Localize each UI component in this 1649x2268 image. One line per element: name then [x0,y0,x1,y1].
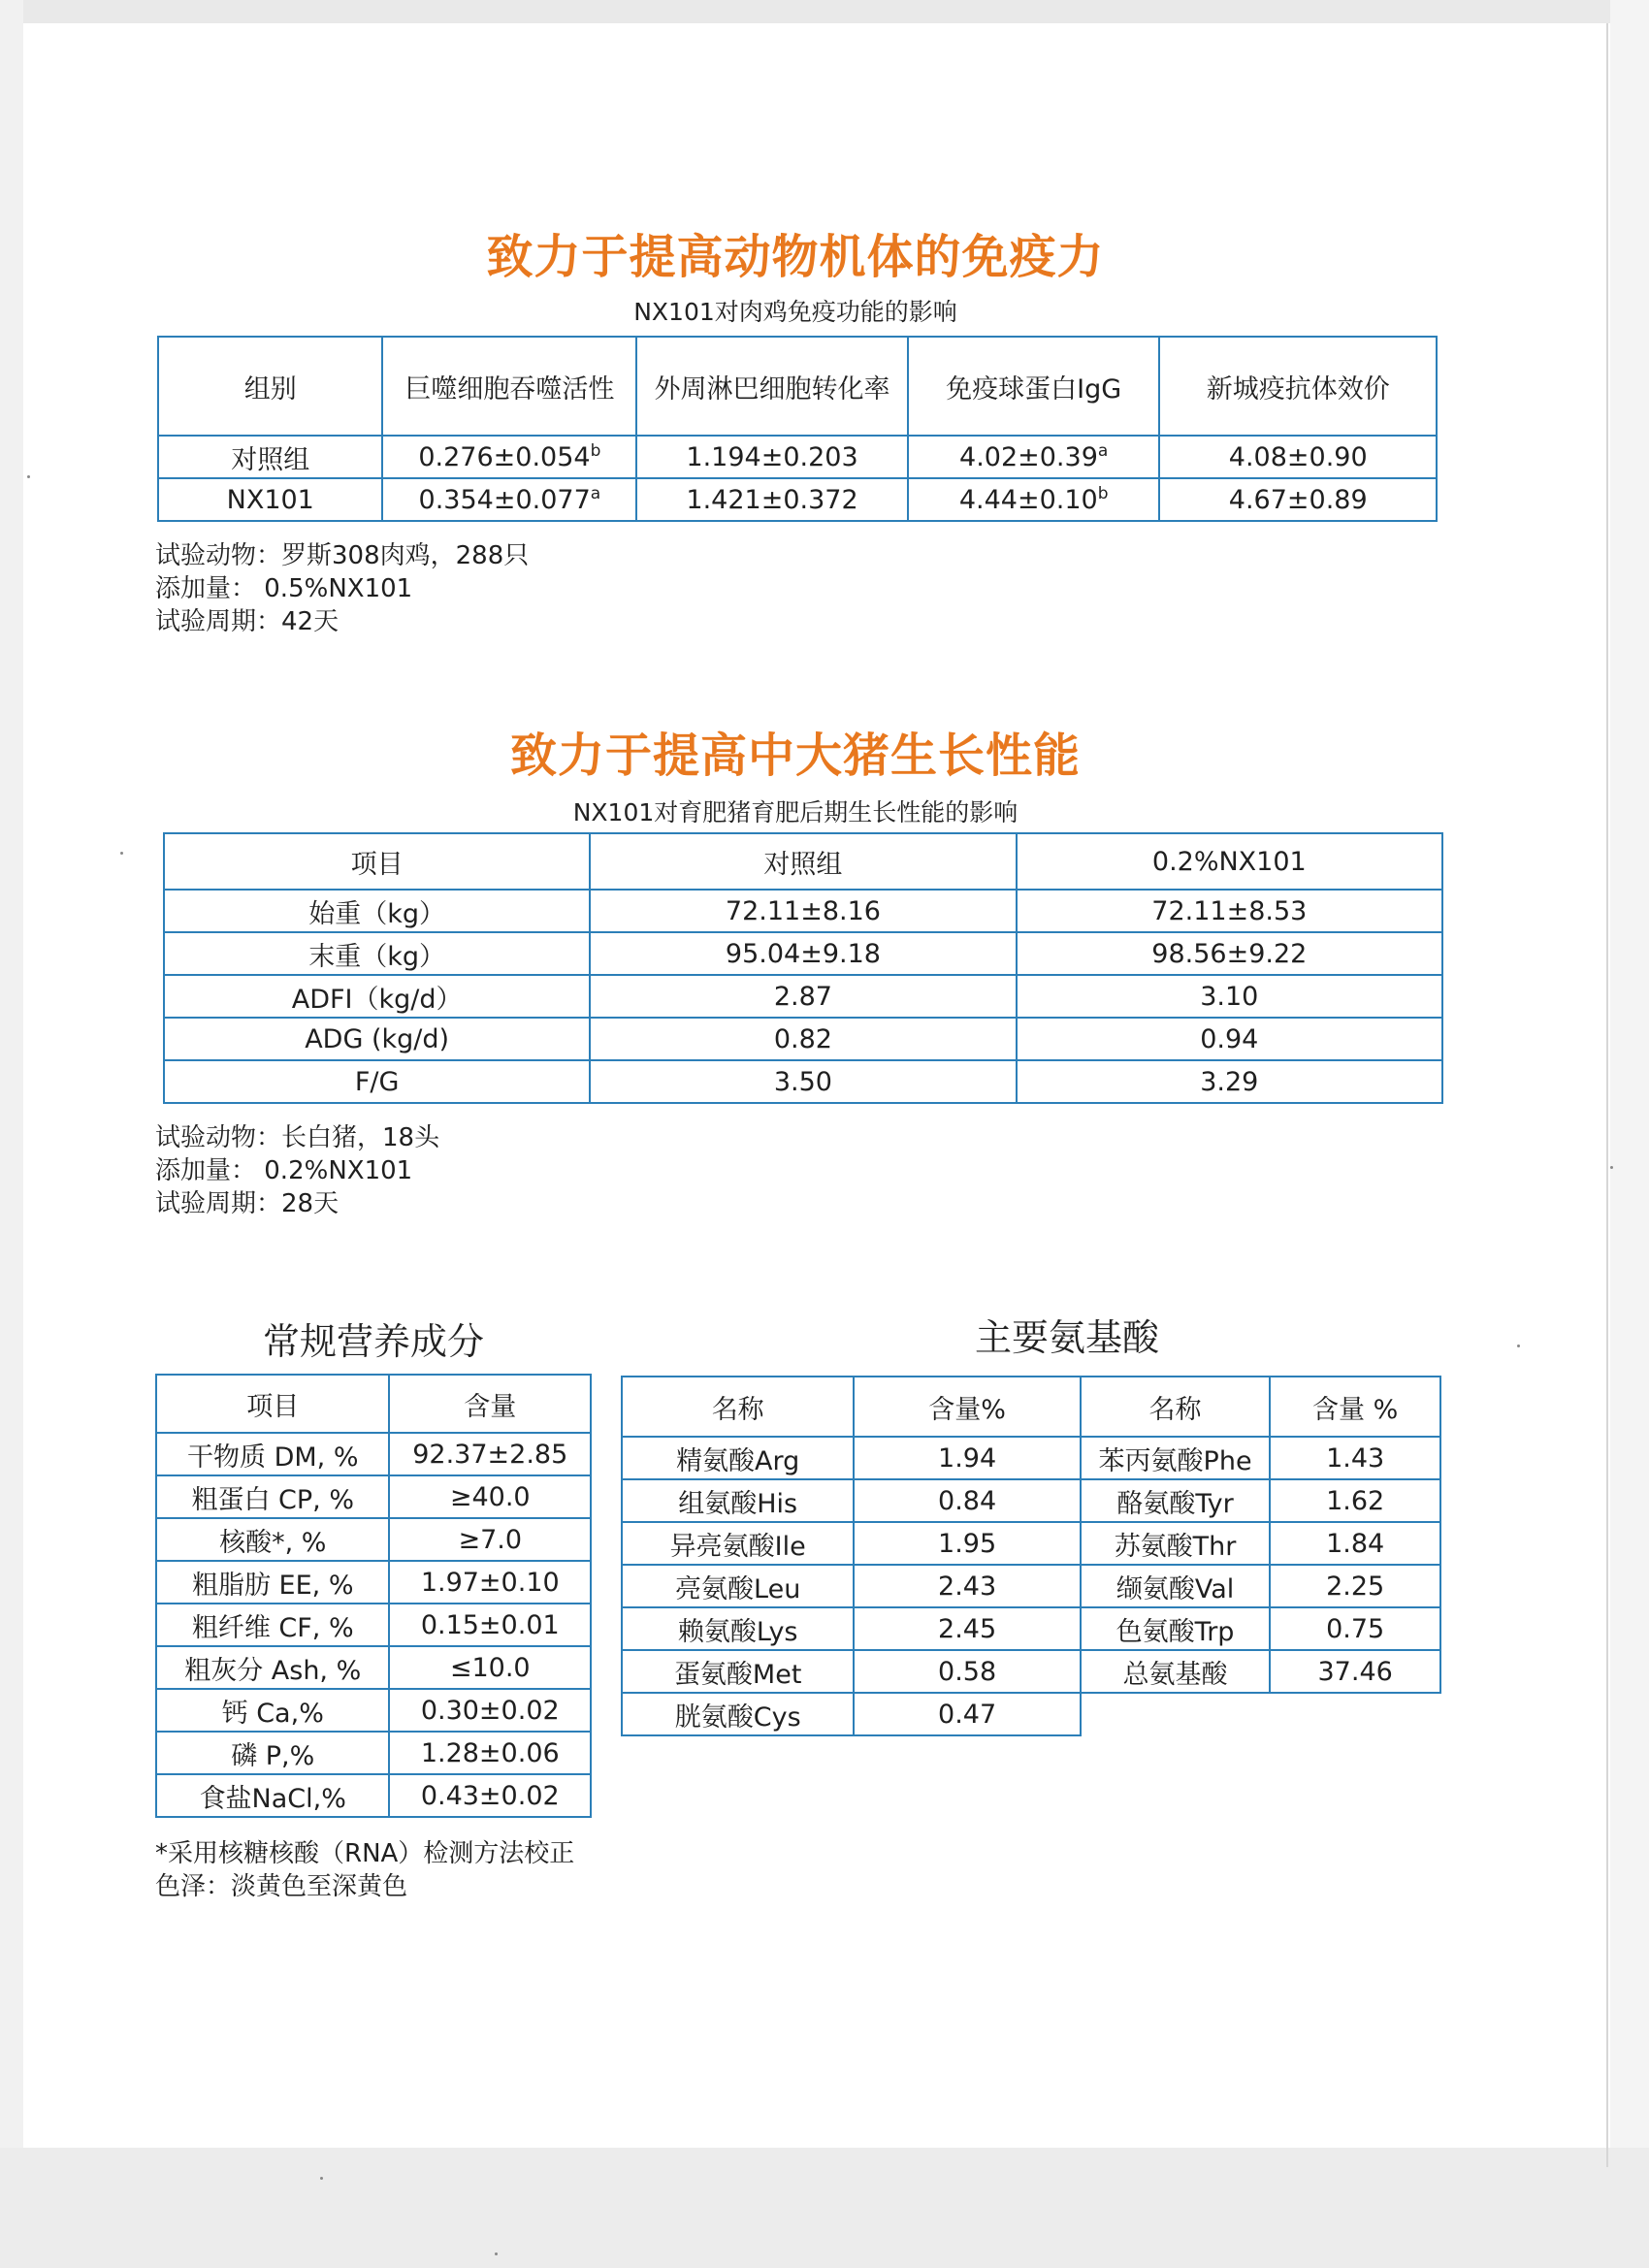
table-row [156,1646,591,1689]
table-cell: 精氨酸Arg [622,1437,854,1479]
cell-value: 1.194±0.203 [686,441,858,472]
growth-subtitle: NX101对育肥猪育肥后期生长性能的影响 [572,798,1018,826]
table-cell [1159,436,1437,478]
table-row [156,1689,591,1732]
table-cell: 0.15±0.01 [389,1604,591,1646]
scan-speck [120,852,123,855]
table-cell: 磷 P,% [156,1732,389,1774]
table-cell: 1.95 [854,1522,1080,1565]
table-cell: 37.46 [1270,1650,1440,1693]
table-row [622,1607,1440,1650]
significance-superscript: b [1097,484,1109,503]
nutrition-notes [155,1837,574,1903]
scan-border-bottom [0,2148,1649,2268]
table-row [156,1561,591,1604]
table-row [164,1060,1442,1103]
table-cell: 总氨基酸 [1081,1650,1271,1693]
table-cell: 3.10 [1017,975,1442,1018]
note-line: 试验周期：42天 [155,607,340,636]
table-cell: 0.75 [1270,1607,1440,1650]
table-header-row [156,1375,591,1433]
table-cell: 末重（kg） [164,932,590,975]
scan-border-right [1610,0,1649,2268]
table-cell: 0.30±0.02 [389,1689,591,1732]
table-cell: 钙 Ca,% [156,1689,389,1732]
table-cell: 72.11±8.53 [1017,890,1442,932]
column-header: 名称 [622,1377,854,1437]
table-cell: 粗纤维 CF, % [156,1604,389,1646]
table-cell [908,478,1160,521]
immunity-notes [155,539,529,638]
column-header: 外周淋巴细胞转化率 [636,337,908,436]
table-cell: 苏氨酸Thr [1081,1522,1271,1565]
table-row [164,890,1442,932]
table-row [164,975,1442,1018]
table-row [156,1433,591,1475]
table-header-row [164,833,1442,890]
table-cell: 苯丙氨酸Phe [1081,1437,1271,1479]
column-header: 项目 [164,833,590,890]
significance-superscript: b [590,441,601,461]
column-header: 含量 [389,1375,591,1433]
table-row [622,1479,1440,1522]
table-cell: 0.58 [854,1650,1080,1693]
table-cell: 异亮氨酸Ile [622,1522,854,1565]
table-row [622,1522,1440,1565]
table-cell: 2.25 [1270,1565,1440,1607]
table-cell: 缬氨酸Val [1081,1565,1271,1607]
cell-value: 4.44±0.10 [958,485,1098,515]
table-cell [636,478,908,521]
cell-value: NX101 [226,484,314,515]
table-cell [382,436,636,478]
cell-value: 对照组 [231,444,310,475]
table-cell: 食盐NaCl,% [156,1774,389,1817]
table-cell: 赖氨酸Lys [622,1607,854,1650]
table-cell: 1.28±0.06 [389,1732,591,1774]
table-cell: ADG (kg/d) [164,1018,590,1060]
table-cell: 酪氨酸Tyr [1081,1479,1271,1522]
column-header: 免疫球蛋白IgG [908,337,1160,436]
table-cell: 0.43±0.02 [389,1774,591,1817]
table-cell: 3.50 [590,1060,1016,1103]
table-header-row [622,1377,1440,1437]
scan-edge-line [1606,23,1608,2167]
table-row [164,932,1442,975]
table-cell: 2.87 [590,975,1016,1018]
cell-value: 0.354±0.077 [418,485,591,515]
table-cell [908,436,1160,478]
scan-border-left [0,0,23,2268]
table-cell: 3.29 [1017,1060,1442,1103]
amino-table [621,1376,1441,1736]
cell-value: 4.08±0.90 [1228,441,1368,472]
column-header: 名称 [1081,1377,1271,1437]
significance-superscript: a [1097,441,1109,461]
cell-value: 0.276±0.054 [418,442,591,472]
table-cell: 亮氨酸Leu [622,1565,854,1607]
cell-value: 4.02±0.39 [959,442,1098,472]
note-line: 添加量： 0.2%NX101 [155,1156,413,1185]
amino-title: 主要氨基酸 [974,1316,1159,1359]
table-row [156,1604,591,1646]
cell-value: 4.67±0.89 [1228,484,1368,515]
empty-area [1081,1693,1440,1735]
table-row [156,1774,591,1817]
table-row [158,436,1437,478]
table-cell: 2.45 [854,1607,1080,1650]
scan-speck [27,475,30,478]
table-cell: 1.97±0.10 [389,1561,591,1604]
note-line: 试验周期：28天 [155,1189,340,1218]
table-row [156,1518,591,1561]
column-header: 巨噬细胞吞噬活性 [382,337,636,436]
nutrition-title: 常规营养成分 [262,1320,484,1363]
scan-speck [1517,1345,1520,1347]
growth-table [163,832,1443,1104]
table-cell: 1.84 [1270,1522,1440,1565]
table-cell: F/G [164,1060,590,1103]
table-cell: 0.47 [854,1693,1080,1735]
immunity-table [157,336,1438,522]
table-cell: 组氨酸His [622,1479,854,1522]
scan-border-top [0,0,1649,23]
table-cell [382,478,636,521]
table-cell [1159,478,1437,521]
column-header: 组别 [158,337,382,436]
note-line: *采用核糖核酸（RNA）检测方法校正 [155,1839,575,1868]
table-cell [158,436,382,478]
scan-speck [320,2177,323,2180]
significance-superscript: a [590,484,601,503]
table-cell: ≤10.0 [389,1646,591,1689]
column-header: 含量% [854,1377,1080,1437]
table-cell: 干物质 DM, % [156,1433,389,1475]
table-cell: 始重（kg） [164,890,590,932]
table-row [622,1650,1440,1693]
table-cell: 92.37±2.85 [389,1433,591,1475]
table-row [156,1732,591,1774]
immunity-subtitle: NX101对肉鸡免疫功能的影响 [633,298,957,326]
table-cell [158,478,382,521]
table-cell: 0.94 [1017,1018,1442,1060]
column-header: 对照组 [590,833,1016,890]
table-cell: 0.82 [590,1018,1016,1060]
table-cell: 2.43 [854,1565,1080,1607]
table-cell: 1.62 [1270,1479,1440,1522]
table-row [622,1565,1440,1607]
table-cell: 72.11±8.16 [590,890,1016,932]
cell-value: 1.421±0.372 [686,484,858,515]
table-row [164,1018,1442,1060]
table-row [622,1693,1440,1735]
note-line: 色泽：淡黄色至深黄色 [155,1872,408,1901]
table-cell: 95.04±9.18 [590,932,1016,975]
note-line: 试验动物：长白猪，18头 [155,1123,440,1152]
scan-speck [1610,1166,1613,1169]
column-header: 含量 % [1270,1377,1440,1437]
table-header-row [158,337,1437,436]
table-cell: 蛋氨酸Met [622,1650,854,1693]
table-row [156,1475,591,1518]
table-cell: 色氨酸Trp [1081,1607,1271,1650]
table-cell: 0.84 [854,1479,1080,1522]
note-line: 试验动物：罗斯308肉鸡，288只 [155,541,530,570]
table-cell: 胱氨酸Cys [622,1693,854,1735]
table-cell [636,436,908,478]
column-header: 项目 [156,1375,389,1433]
growth-title: 致力于提高中大猪生长性能 [509,729,1081,783]
table-row [158,478,1437,521]
table-cell: 1.94 [854,1437,1080,1479]
table-cell: ≥40.0 [389,1475,591,1518]
table-cell: 1.43 [1270,1437,1440,1479]
table-cell: 粗蛋白 CP, % [156,1475,389,1518]
scan-speck [495,2252,498,2255]
table-row [622,1437,1440,1479]
immunity-title: 致力于提高动物机体的免疫力 [486,230,1105,284]
growth-notes [155,1121,439,1220]
nutrition-table [155,1374,592,1818]
table-cell: 粗灰分 Ash, % [156,1646,389,1689]
table-cell: 粗脂肪 EE, % [156,1561,389,1604]
table-cell: 核酸*, % [156,1518,389,1561]
table-cell: ≥7.0 [389,1518,591,1561]
table-cell: ADFI（kg/d） [164,975,590,1018]
table-cell: 98.56±9.22 [1017,932,1442,975]
note-line: 添加量： 0.5%NX101 [155,574,413,603]
column-header: 0.2%NX101 [1017,833,1442,890]
column-header: 新城疫抗体效价 [1159,337,1437,436]
